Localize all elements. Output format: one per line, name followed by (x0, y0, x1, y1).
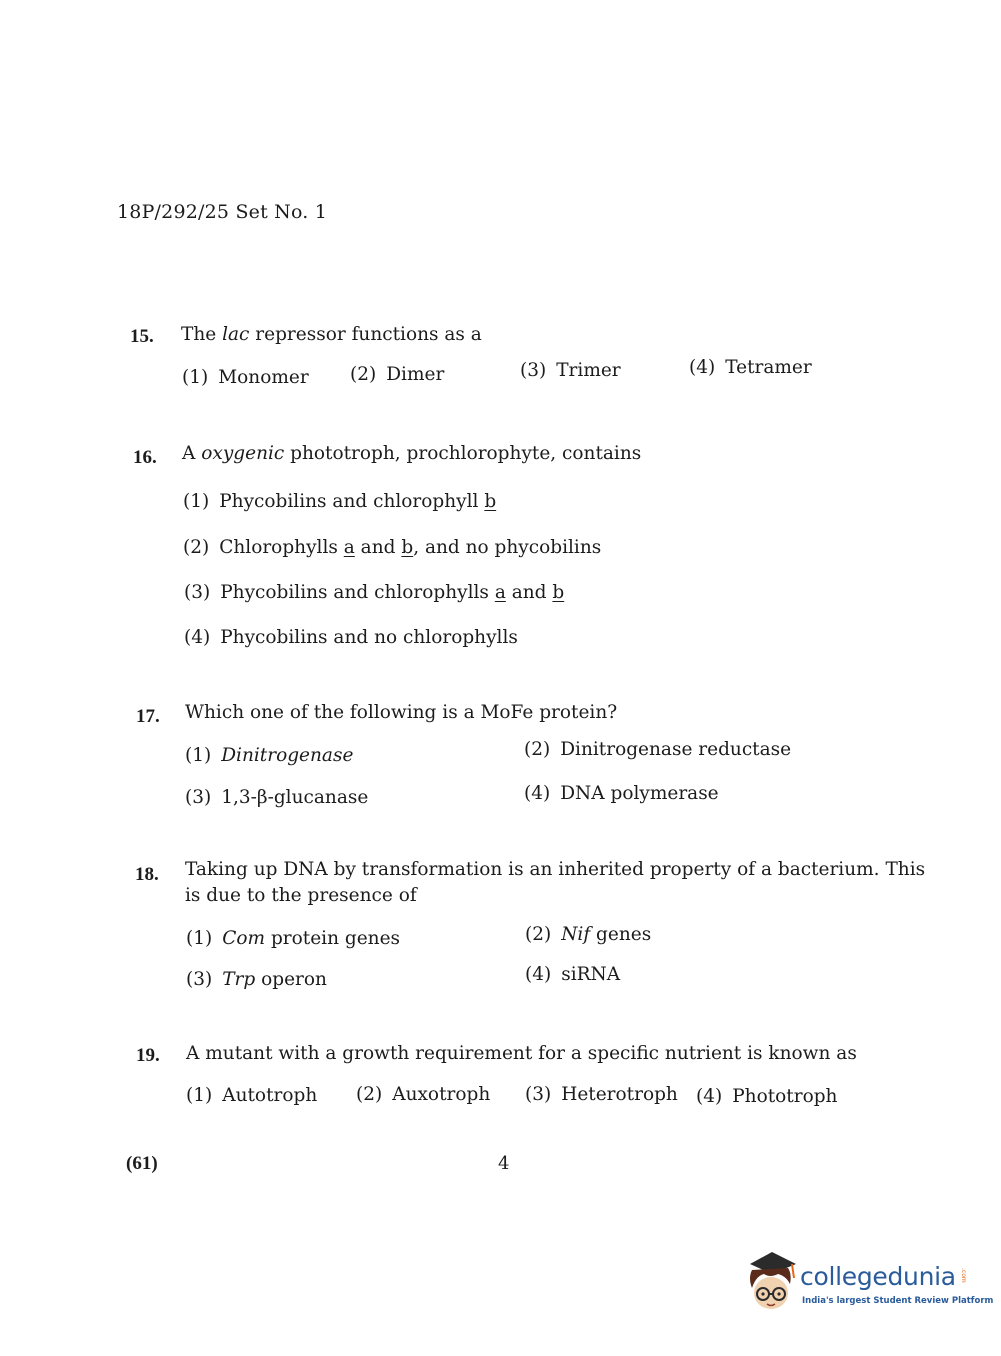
option-1: (1) Dinitrogenase (185, 745, 354, 766)
question-text-line-1: Taking up DNA by transformation is an inherited property of a bacterium. This (185, 859, 926, 880)
option-1: (1) Monomer (182, 367, 309, 388)
paper-code: 18P/292/25 Set No. 1 (117, 201, 328, 223)
option-2: (2) Dimer (350, 364, 445, 385)
question-text: A mutant with a growth requirement for a specific nutrient is known as (186, 1043, 857, 1064)
option-1: (1) Com protein genes (186, 928, 401, 949)
question-number: 18. (135, 864, 159, 885)
option-4: (4) Phototroph (696, 1086, 838, 1107)
question-number: 15. (130, 326, 154, 347)
option-4: (4) Phycobilins and no chlorophylls (184, 627, 518, 648)
option-3: (3) Trp operon (186, 969, 327, 990)
option-3: (3) 1,3-β-glucanase (185, 787, 369, 808)
option-3: (3) Phycobilins and chlorophylls a and b (184, 582, 565, 603)
option-4: (4) siRNA (525, 964, 621, 985)
collegedunia-logo[interactable] (742, 1248, 994, 1318)
page-number: 4 (498, 1153, 510, 1174)
option-2: (2) Chlorophylls a and b, and no phycobilins (183, 537, 602, 558)
option-2: (2) Nif genes (525, 924, 652, 945)
mascot-icon (742, 1248, 800, 1318)
logo-dotcom: .com (960, 1268, 967, 1283)
option-2: (2) Auxotroph (356, 1084, 491, 1105)
question-number: 19. (136, 1045, 160, 1066)
option-3: (3) Trimer (520, 360, 621, 381)
option-4: (4) DNA polymerase (524, 783, 719, 804)
booklet-code: (61) (126, 1153, 158, 1174)
logo-wordmark: collegedunia (800, 1262, 956, 1291)
logo-tagline: India's largest Student Review Platform (802, 1296, 994, 1306)
question-text: The lac repressor functions as a (181, 324, 482, 345)
question-number: 17. (136, 706, 160, 727)
question-number: 16. (133, 447, 157, 468)
option-4: (4) Tetramer (689, 357, 812, 378)
question-text: A oxygenic phototroph, prochlorophyte, contains (182, 443, 642, 464)
option-2: (2) Dinitrogenase reductase (524, 739, 792, 760)
question-text-line-2: is due to the presence of (185, 885, 417, 906)
option-1: (1) Autotroph (186, 1085, 318, 1106)
option-1: (1) Phycobilins and chlorophyll b (183, 491, 497, 512)
question-text: Which one of the following is a MoFe protein? (185, 702, 618, 723)
option-3: (3) Heterotroph (525, 1084, 678, 1105)
